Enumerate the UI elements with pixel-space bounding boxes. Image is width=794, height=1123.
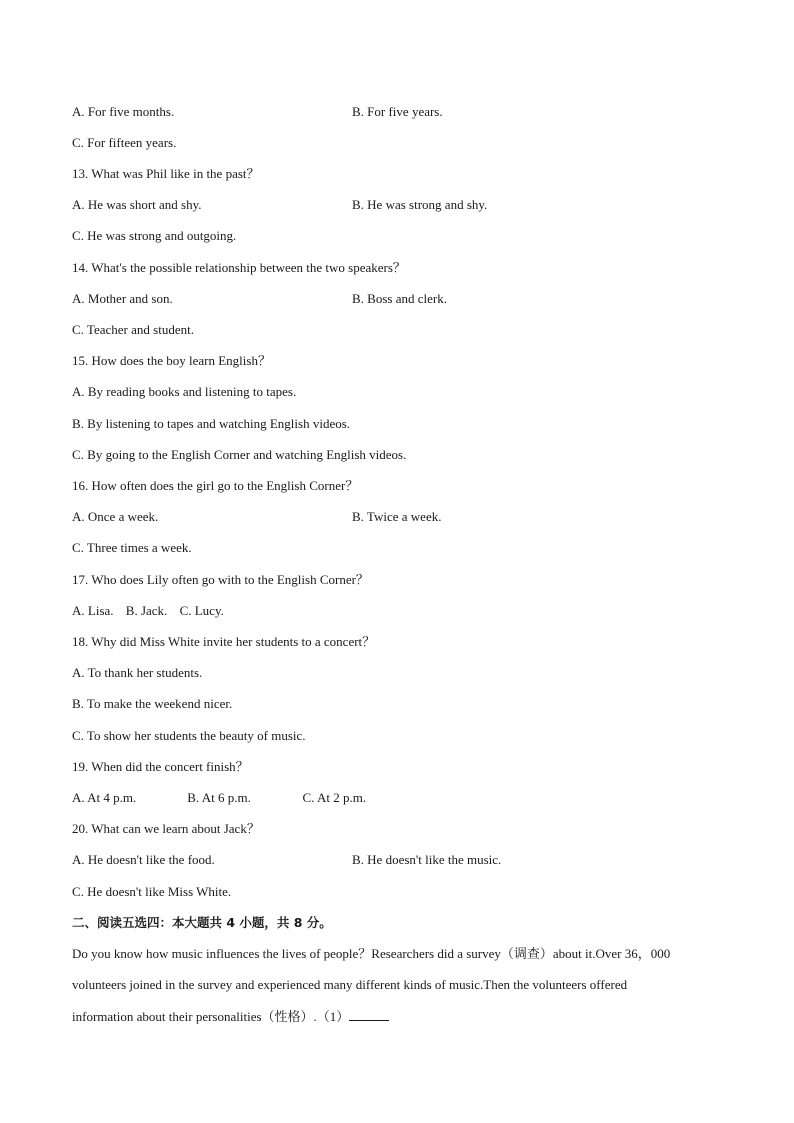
q17-question: 17. Who does Lily often go with to the English Corner？ bbox=[72, 572, 369, 587]
q19-options-row bbox=[72, 790, 366, 806]
q17-option-a[interactable]: A. Lisa. bbox=[72, 603, 114, 618]
q19-option-a[interactable]: A. At 4 p.m. bbox=[72, 790, 137, 805]
q16-option-a[interactable]: A. Once a week. bbox=[72, 509, 159, 524]
q16-question: 16. How often does the girl go to the English Corner？ bbox=[72, 478, 359, 493]
q19-question: 19. When did the concert finish？ bbox=[72, 759, 249, 774]
q13-option-a[interactable]: A. He was short and shy. bbox=[72, 197, 202, 212]
q15-option-c[interactable]: C. By going to the English Corner and watching English videos. bbox=[72, 447, 407, 462]
q20-option-a[interactable]: A. He doesn't like the food. bbox=[72, 852, 215, 867]
section-title: 二、阅读五选四：本大题共 4 小题，共 8 分。 bbox=[72, 915, 332, 930]
q14-option-b[interactable]: B. Boss and clerk. bbox=[352, 291, 447, 306]
answer-blank-1[interactable] bbox=[349, 1008, 389, 1021]
q16-option-b[interactable]: B. Twice a week. bbox=[352, 509, 442, 524]
passage-line-2: volunteers joined in the survey and experienced many different kinds of music.Then the volunteers offered bbox=[72, 977, 628, 992]
q17-options-row bbox=[72, 603, 224, 619]
q15-option-b[interactable]: B. By listening to tapes and watching English videos. bbox=[72, 416, 351, 431]
passage-line-3-text: information about their personalities（性格）.（1） bbox=[72, 1009, 350, 1024]
q13-option-c[interactable]: C. He was strong and outgoing. bbox=[72, 228, 237, 243]
q14-option-c[interactable]: C. Teacher and student. bbox=[72, 322, 194, 337]
q20-question: 20. What can we learn about Jack？ bbox=[72, 821, 260, 836]
q17-option-c[interactable]: C. Lucy. bbox=[179, 603, 224, 618]
q18-option-c[interactable]: C. To show her students the beauty of music. bbox=[72, 728, 306, 743]
q14-option-a[interactable]: A. Mother and son. bbox=[72, 291, 173, 306]
q12-option-a[interactable]: A. For five months. bbox=[72, 104, 175, 119]
q12-option-b[interactable]: B. For five years. bbox=[352, 104, 443, 119]
passage-line-3 bbox=[72, 1008, 722, 1025]
q13-question: 13. What was Phil like in the past？ bbox=[72, 166, 260, 181]
q15-question: 15. How does the boy learn English？ bbox=[72, 353, 271, 368]
q20-option-b[interactable]: B. He doesn't like the music. bbox=[352, 852, 502, 867]
q13-option-b[interactable]: B. He was strong and shy. bbox=[352, 197, 488, 212]
q16-option-c[interactable]: C. Three times a week. bbox=[72, 540, 192, 555]
q15-option-a[interactable]: A. By reading books and listening to tapes. bbox=[72, 384, 297, 399]
q18-option-b[interactable]: B. To make the weekend nicer. bbox=[72, 696, 233, 711]
q17-option-b[interactable]: B. Jack. bbox=[125, 603, 168, 618]
q19-option-b[interactable]: B. At 6 p.m. bbox=[187, 790, 251, 805]
q19-option-c[interactable]: C. At 2 p.m. bbox=[302, 790, 367, 805]
q14-question: 14. What's the possible relationship between the two speakers？ bbox=[72, 260, 406, 275]
passage-line-1: Do you know how music influences the lives of people？Researchers did a survey（调查）about it.Over 36，000 bbox=[72, 946, 671, 961]
q18-question: 18. Why did Miss White invite her students to a concert？ bbox=[72, 634, 376, 649]
q18-option-a[interactable]: A. To thank her students. bbox=[72, 665, 203, 680]
q20-option-c[interactable]: C. He doesn't like Miss White. bbox=[72, 884, 232, 899]
q12-option-c[interactable]: C. For fifteen years. bbox=[72, 135, 177, 150]
